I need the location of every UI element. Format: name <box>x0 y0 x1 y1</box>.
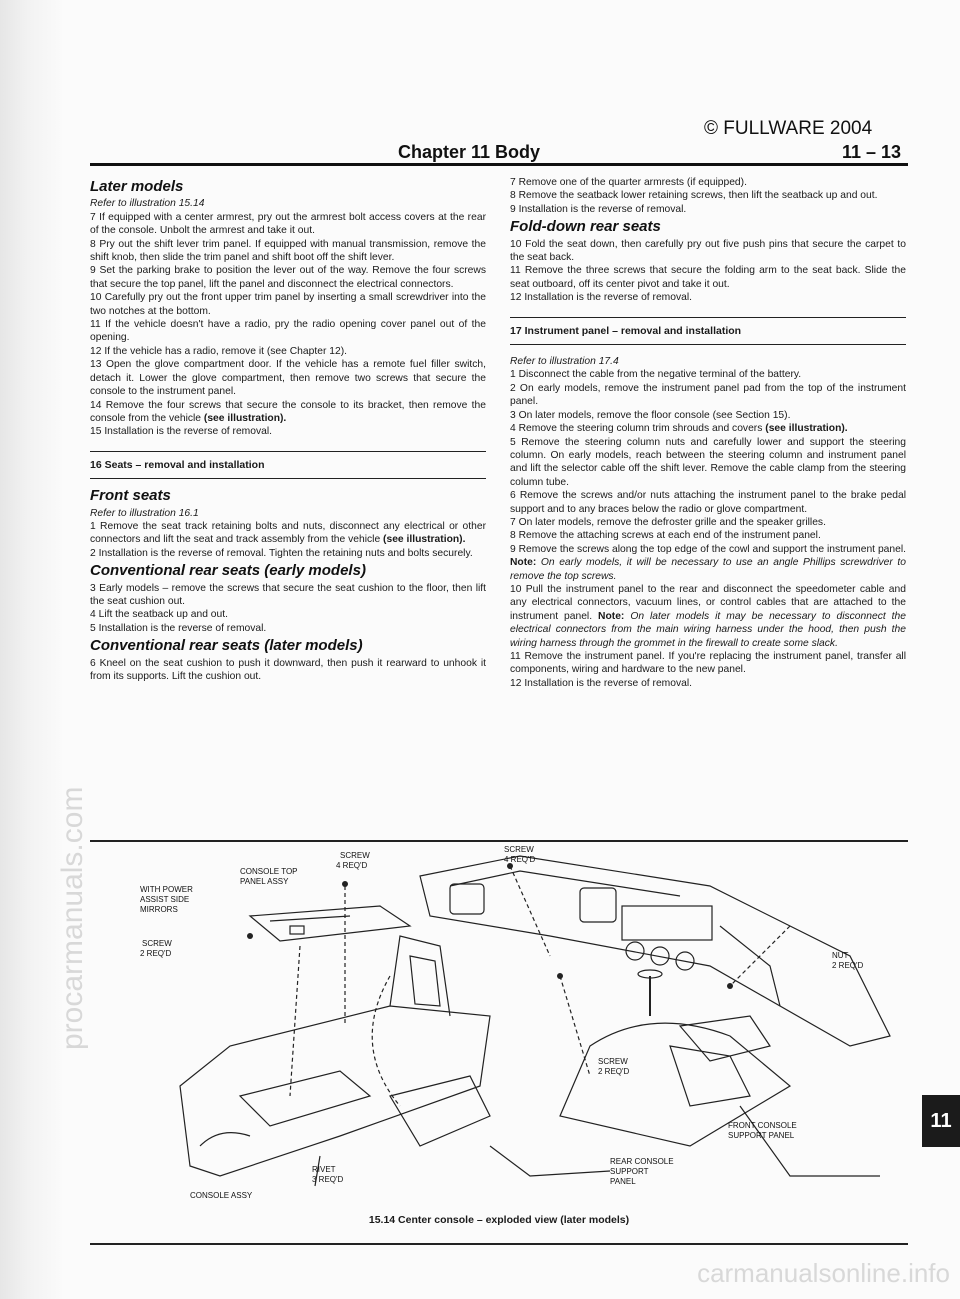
paragraph: 8 Remove the seatback lower retaining screws, then lift the seatback up and out. <box>510 190 878 202</box>
right-column <box>510 176 906 690</box>
paragraph: 6 Kneel on the seat cushion to push it downward, then push it rearward to unhook it from its supports. Lift the cushion out. <box>90 657 486 682</box>
nut-marker <box>727 983 733 989</box>
paragraph-1 <box>90 520 486 547</box>
label-panel: PANEL <box>610 1177 636 1186</box>
figure-bottom-rule <box>90 1243 908 1245</box>
mirror-switch <box>290 926 304 934</box>
paragraph: 9 Set the parking brake to position the lever out of the way. Remove the four screws that secure the top panel, lift the panel and disconnect the electrical connectors. <box>90 265 486 290</box>
paragraph-10 <box>510 583 906 650</box>
paragraph-text: 4 Remove the steering column trim shrouds and covers <box>510 423 766 435</box>
screw-marker <box>557 973 563 979</box>
note-label: Note: <box>510 557 537 569</box>
label-req: 2 REQ'D <box>140 949 172 958</box>
side-watermark: procarmanuals.com <box>56 786 89 1050</box>
section-16-title: 16 Seats – removal and installation <box>90 451 486 479</box>
paragraph: 10 Carefully pry out the front upper trim panel by inserting a small screwdriver into the two notches at the bottom. <box>90 292 486 317</box>
exploded-view-drawing <box>90 846 908 1212</box>
screw-marker <box>342 881 348 887</box>
paragraph: 7 If equipped with a center armrest, pry out the armrest bolt access covers at the rear of the console. Unbolt the armrest and take it out. <box>90 211 486 237</box>
paragraph: 2 On early models, remove the instrument panel pad from the top of the instrument panel. <box>510 382 906 408</box>
label-nut: NUT <box>832 951 849 960</box>
section-17-title: 17 Instrument panel – removal and installation <box>510 317 906 345</box>
paragraph: 5 Installation is the reverse of removal. <box>90 622 267 634</box>
chapter-tab: 11 <box>922 1095 960 1147</box>
label-console-top: CONSOLE TOP <box>240 867 298 876</box>
paragraph-4 <box>510 422 906 435</box>
page-binding-shadow <box>0 0 62 1299</box>
paragraph: 5 Remove the steering column nuts and carefully lower and support the steering column. On early models, reach between the steering column and instrument panel and lift the selector cable off the shift lever. Remove the cable clamp from the steering column tube. <box>510 436 906 488</box>
label-screw: SCREW <box>142 939 172 948</box>
figure-top-rule <box>90 840 908 842</box>
label-req: 3 REQ'D <box>312 1175 344 1184</box>
paragraph: 3 Early models – remove the screws that secure the seat cushion to the floor, then lift the seat cushion out. <box>90 582 486 607</box>
refer-text: Refer to illustration 15.14 <box>90 198 205 210</box>
paragraph-text: 14 Remove the four screws that secure the console to its bracket, then remove the console from the vehicle <box>90 399 486 424</box>
rear-console-support <box>390 1076 490 1146</box>
heading-later-models: Later models <box>90 178 184 195</box>
chapter-title: Chapter 11 Body <box>398 142 541 162</box>
label-rear-console: REAR CONSOLE <box>610 1157 674 1166</box>
front-console-support <box>680 1016 770 1061</box>
label-support-panel: SUPPORT PANEL <box>728 1131 795 1140</box>
vent-right <box>580 888 616 922</box>
illustration-link: (see illustration). <box>765 423 848 435</box>
heading-conventional-early: Conventional rear seats (early models) <box>90 562 366 580</box>
label-screw: SCREW <box>340 851 370 860</box>
heading-front-seats: Front seats <box>90 487 171 505</box>
paragraph: 4 Lift the seatback up and out. <box>90 609 228 621</box>
refer-text: Refer to illustration 16.1 <box>90 507 199 519</box>
paragraph-14 <box>90 399 486 426</box>
copyright-notice: © FULLWARE 2004 <box>704 118 873 139</box>
paragraph: 11 If the vehicle doesn't have a radio, pry the radio opening cover panel out of the opening. <box>90 319 486 344</box>
label-rivet: RIVET <box>312 1165 336 1174</box>
paragraph: 9 Installation is the reverse of removal. <box>510 203 687 215</box>
dashboard-outline <box>420 856 890 1046</box>
note-label: Note: <box>598 610 625 622</box>
screw-marker <box>247 933 253 939</box>
label-panel-assy: PANEL ASSY <box>240 877 289 886</box>
console-assembly <box>180 1006 490 1176</box>
paragraph-text: 9 Remove the screws along the top edge of the cowl and support the instrument panel. <box>510 543 906 555</box>
paragraph-text: 1 Remove the seat track retaining bolts and nuts, disconnect any electrical or other connectors and lift the seat and track assembly from the vehicle <box>90 520 486 546</box>
paragraph: 2 Installation is the reverse of removal. Tighten the retaining nuts and bolts securely. <box>90 547 473 559</box>
paragraph: 11 Remove the three screws that secure the folding arm to the seat back. Slide the seat outboard, off its center pivot and take it out. <box>510 265 906 290</box>
figure-caption: 15.14 Center console – exploded view (later models) <box>368 1214 630 1226</box>
armrest-area <box>240 1071 370 1126</box>
left-column <box>90 176 486 683</box>
label-front-console: FRONT CONSOLE <box>728 1121 797 1130</box>
page-number: 11 – 13 <box>842 142 902 162</box>
paragraph: 8 Remove the attaching screws at each end of the instrument panel. <box>510 530 821 542</box>
label-screw: SCREW <box>504 846 534 854</box>
label-with-power: WITH POWER <box>140 885 193 894</box>
label-req: 4 REQ'D <box>504 855 536 864</box>
label-console-assy: CONSOLE ASSY <box>190 1191 253 1200</box>
bottom-watermark: carmanualsonline.info <box>697 1258 950 1288</box>
paragraph-9 <box>510 543 906 583</box>
paragraph: 3 On later models, remove the floor console (see Section 15). <box>510 409 791 421</box>
console-top-panel <box>250 906 410 941</box>
shifter-boot <box>670 1046 750 1106</box>
paragraph: 12 Installation is the reverse of removal. <box>510 292 693 304</box>
paragraph: 11 Remove the instrument panel. If you're replacing the instrument panel, transfer all components, wiring and hardware to the new panel. <box>510 651 906 676</box>
paragraph: 15 Installation is the reverse of removal. <box>90 426 273 438</box>
paragraph-text: 10 Pull the instrument panel to the rear and disconnect the speedometer cable and any electrical connectors, vacuum lines, or control cables that are attached to the instrument panel. <box>510 583 906 622</box>
radio-opening <box>622 906 712 940</box>
figure-center-console <box>90 846 908 1226</box>
heading-fold-down-rear-seats: Fold-down rear seats <box>510 218 661 236</box>
label-req: 2 REQ'D <box>832 961 864 970</box>
vent-left <box>450 884 484 914</box>
heading-conventional-later: Conventional rear seats (later models) <box>90 637 363 655</box>
header-rule <box>90 163 908 166</box>
paragraph: 8 Pry out the shift lever trim panel. If equipped with manual transmission, remove the shift knob, then slide the trim panel and shift boot off the shift lever. <box>90 238 486 264</box>
note-text: On early models, it will be necessary to use an angle Phillips screwdriver to remove the top screws. <box>510 557 906 582</box>
paragraph: 1 Disconnect the cable from the negative terminal of the battery. <box>510 369 802 381</box>
paragraph: 10 Fold the seat down, then carefully pry out five push pins that secure the carpet to the seat back. <box>510 238 906 264</box>
paragraph: 6 Remove the screws and/or nuts attaching the instrument panel to the brake pedal support and to any braces below the radio or glove compartment. <box>510 490 906 515</box>
paragraph: 12 Installation is the reverse of removal. <box>510 677 693 689</box>
label-assist-side: ASSIST SIDE <box>140 895 190 904</box>
label-req: 4 REQ'D <box>336 861 368 870</box>
refer-text: Refer to illustration 17.4 <box>510 356 619 368</box>
paragraph: 12 If the vehicle has a radio, remove it (see Chapter 12). <box>90 345 347 357</box>
label-support: SUPPORT <box>610 1167 649 1176</box>
paragraph: 13 Open the glove compartment door. If the vehicle has a remote fuel filler switch, detach it. Lower the glove compartment, then remove two screws that secure the console to the instrument panel. <box>90 359 486 398</box>
illustration-link: (see illustration). <box>383 534 466 546</box>
paragraph: 7 On later models, remove the defroster grille and the speaker grilles. <box>510 516 826 528</box>
label-req: 2 REQ'D <box>598 1067 630 1076</box>
label-mirrors: MIRRORS <box>140 905 178 914</box>
illustration-link: (see illustration). <box>203 412 287 424</box>
note-text: On later models it may be necessary to disconnect the electrical connectors from the main wiring harness under the hood, then push the wiring harness through the grommet in the firewall to create some slack. <box>510 610 906 649</box>
paragraph: 7 Remove one of the quarter armrests (if equipped). <box>510 177 747 188</box>
label-screw: SCREW <box>598 1057 628 1066</box>
